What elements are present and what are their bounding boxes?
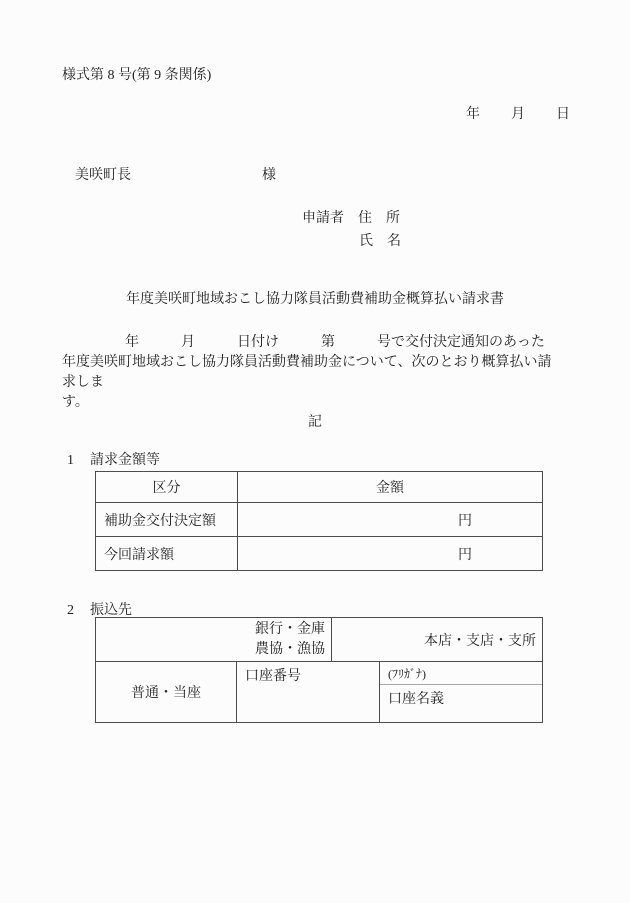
account-number-cell: 口座番号: [237, 662, 380, 722]
body-paragraph: [62, 333, 558, 413]
section1-heading: [67, 449, 160, 469]
addressee-row: [75, 164, 375, 184]
bank-transfer-table: [95, 617, 543, 723]
ki-marker: 記: [308, 415, 322, 430]
branch-type-cell: 本店・支店・支所: [424, 633, 536, 649]
form-number: 様式第 8 号(第 9 条関係): [62, 68, 212, 83]
table-row: [96, 537, 543, 571]
account-type-cell: 普通・当座: [96, 662, 237, 722]
account-row: [96, 662, 542, 722]
account-name-label: 口座名義: [388, 692, 444, 707]
table1-header-amount: 金額: [238, 472, 543, 503]
bank-type-line2: 農協・漁協: [255, 642, 325, 657]
table-row: [96, 503, 543, 537]
body-line-2: 年度美咲町地域おこし協力隊員活動費補助金について、次のとおり概算払い請求しま: [62, 355, 552, 390]
body-line-1: 年 月 日付け 第 号で交付決定通知のあった: [125, 335, 545, 350]
section2-label: 振込先: [90, 603, 132, 618]
table1-header-category: 区分: [96, 472, 238, 503]
grant-decision-amount-unit: 円: [238, 503, 543, 537]
current-claim-amount-label: 今回請求額: [96, 537, 238, 571]
current-claim-amount-unit: 円: [238, 537, 543, 571]
section1-number: 1: [67, 453, 74, 468]
addressee-honorific: 様: [262, 168, 276, 183]
body-line-3: す。: [62, 395, 89, 410]
document-title: 年度美咲町地域おこし協力隊員活動費補助金概算払い請求書: [126, 292, 504, 307]
table-header-row: [96, 472, 543, 503]
bank-type-line1: 銀行・金庫: [255, 622, 325, 637]
section2-heading: [67, 599, 132, 619]
account-name-cell: [380, 662, 542, 722]
addressee-name: 美咲町長: [75, 168, 131, 183]
applicant-block: [302, 207, 401, 253]
bank-type-cell: [96, 618, 332, 661]
furigana-label: (ﾌﾘｶﾞﾅ): [380, 662, 542, 685]
section2-number: 2: [67, 603, 74, 618]
bank-row: [96, 618, 542, 662]
section1-label: 請求金額等: [90, 453, 160, 468]
date-line: 年 月 日: [466, 107, 571, 122]
grant-decision-amount-label: 補助金交付決定額: [96, 503, 238, 537]
applicant-name-label: 氏 名: [359, 234, 401, 249]
claim-amount-table: [95, 471, 543, 571]
applicant-address-label: 申請者 住 所: [302, 211, 400, 226]
